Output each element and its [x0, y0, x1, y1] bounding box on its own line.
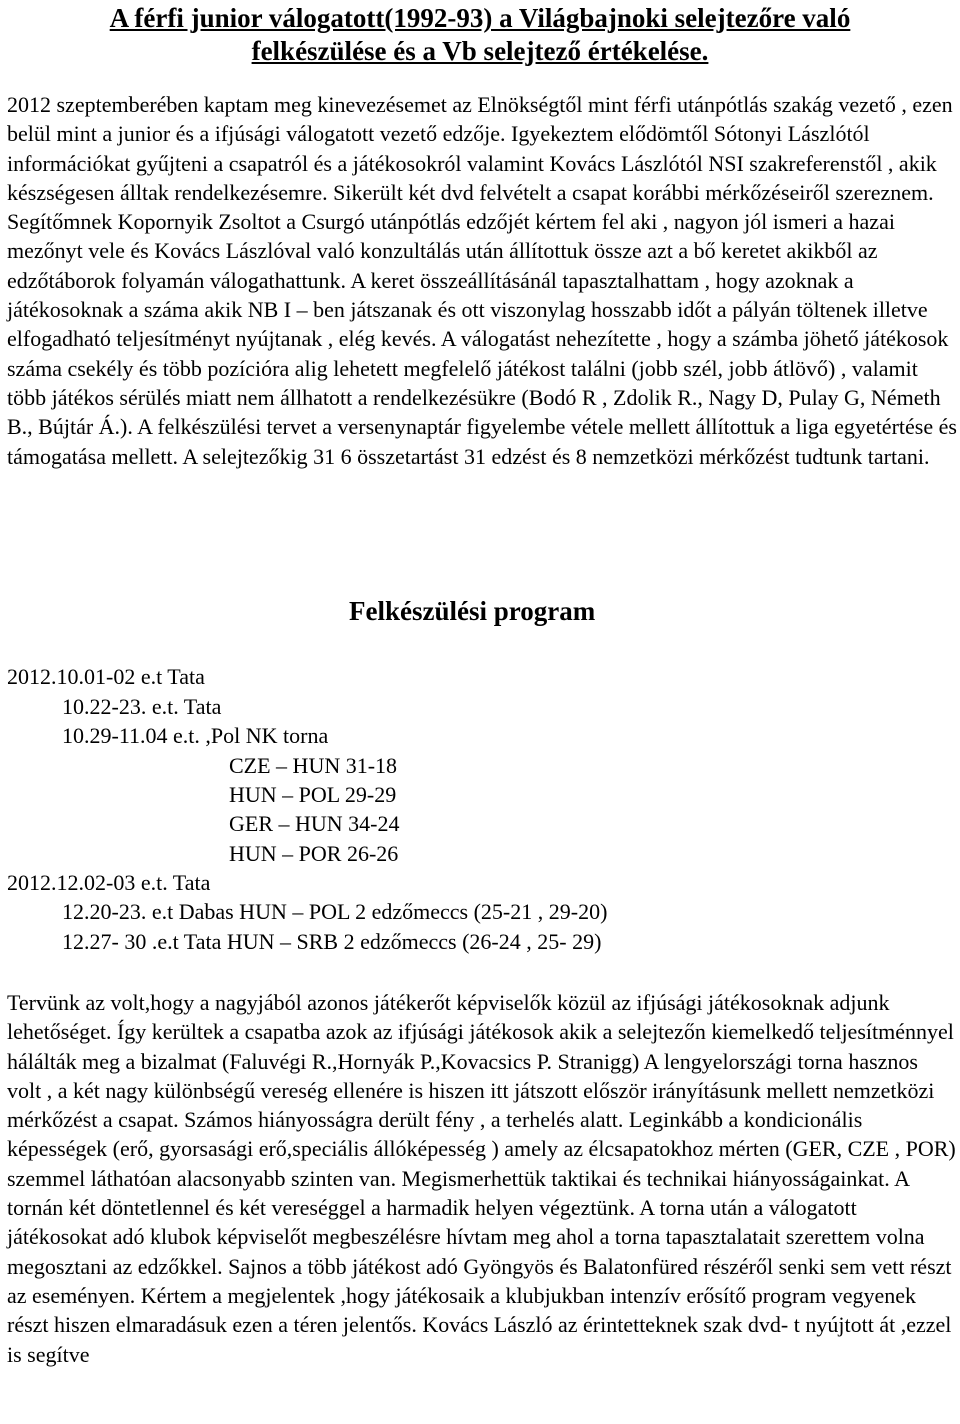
schedule-item: 12.20-23. e.t Dabas HUN – POL 2 edzőmeccs (25-21 , 29-20) [62, 899, 608, 924]
schedule-item: 2012.12.02-03 e.t. Tata [7, 870, 211, 895]
schedule-item: 2012.10.01-02 e.t Tata [7, 664, 205, 689]
schedule-item: CZE – HUN 31-18 [229, 753, 398, 778]
schedule-item: HUN – POR 26-26 [229, 841, 399, 866]
title-line-2: felkészülése és a Vb selejtező értékelése. [251, 36, 709, 66]
program-heading: Felkészülési program [349, 596, 596, 626]
schedule-item: 10.22-23. e.t. Tata [62, 694, 222, 719]
intro-paragraph: 2012 szeptemberében kaptam meg kinevezésemet az Elnökségtől mint férfi utánpótlás szakág vezető , ezen belül mint a junior és a ifjúsági válogatott vezető edzője. Igyekeztem elődömtől Sótonyi Lászlótól információkat gyűjteni a csapatról és a játékosokról valamint Kovács Lászlótól NSI szakreferenstől , akik készségesen álltak rendelkezésemre. Sikerült két dvd felvételt a csapat korábbi mérkőzéseiről szereznem. Segítőmnek Kopornyik Zsoltot a Csurgó utánpótlás edzőjét kértem fel aki , nagyon jól ismeri a hazai mezőnyt vele és Kovács Lászlóval való konzultálás után állítottuk össze azt a bő keretet akikből az edzőtáborok folyamán válogathattunk. A keret összeállításánál tapasztalhattam , hogy azoknak a játékosoknak a száma akik NB I – ben játszanak és ott viszonylag hosszabb időt a pályán töltenek illetve elfogadható teljesítményt nyújtanak , elég kevés. A válogatást nehezítette , hogy a számba jöhető játékosok száma csekély és több pozícióra alig lehetett megfelelő játékost találni (jobb szél, jobb átlövő) , valamit több játékos sérülés miatt nem állhatott a rendelkezésükre (Bodó R , Zdolik R., Nagy D, Pulay G, Németh B., Bújtár Á.). A felkészülési tervet a versenynaptár figyelembe vétele mellett állítottuk a liga egyetértése és támogatása mellett. A selejtezőkig 31 6 összetartást 31 edzést és 8 nemzetközi mérkőzést tudtunk tartani. [7, 92, 957, 469]
schedule-item: HUN – POL 29-29 [229, 782, 397, 807]
schedule-item: 12.27- 30 .e.t Tata HUN – SRB 2 edzőmeccs (26-24 , 25- 29) [62, 929, 602, 954]
closing-paragraph: Tervünk az volt,hogy a nagyjából azonos játékerőt képviselők közül az ifjúsági játékosoknak adjunk lehetőséget. Így kerültek a csapatba azok az ifjúsági játékosok akik a selejtezőn kiemelkedő teljesítménnyel hálálták meg a bizalmat (Faluvégi R.,Hornyák P.,Kovacsics P. Stranigg) A lengyelországi torna hasznos volt , a két nagy különbségű vereség ellenére is hiszen itt játszott először irányításunk mellett nemzetközi mérkőzést a csapat. Számos hiányosságra derült fény , a terhelés alatt. Leginkább a kondicionális képességek (erő, gyorsasági erő,speciális állóképesség ) amely az élcsapatokhoz mérten (GER, CZE , POR) szemmel láthatóan alacsonyabb szinten van. Megismerhettük taktikai és technikai hiányosságainkat. A tornán két döntetlennel és két vereséggel a harmadik helyen végeztünk. A torna után a válogatott játékosokat adó klubok képviselőt megbeszélésre hívtam meg ahol a torna tapasztalatait szerettem volna megosztani az edzőkkel. Sajnos a több játékost adó Gyöngyös és Balatonfüred részéről senki sem vett részt az eseményen. Kértem a megjelentek ,hogy játékosaik a klubjukban intenzív erősítő program vegyenek részt hiszen elmaradásuk ezen a téren jelentős. Kovács László az érintetteknek szak dvd- t nyújtott át ,ezzel is segítve [7, 990, 956, 1367]
schedule-item: GER – HUN 34-24 [229, 811, 400, 836]
title-line-1: A férfi junior válogatott(1992-93) a Világbajnoki selejtezőre való [109, 3, 851, 33]
document-title [0, 0, 960, 68]
schedule-item: 10.29-11.04 e.t. ,Pol NK torna [62, 723, 329, 748]
